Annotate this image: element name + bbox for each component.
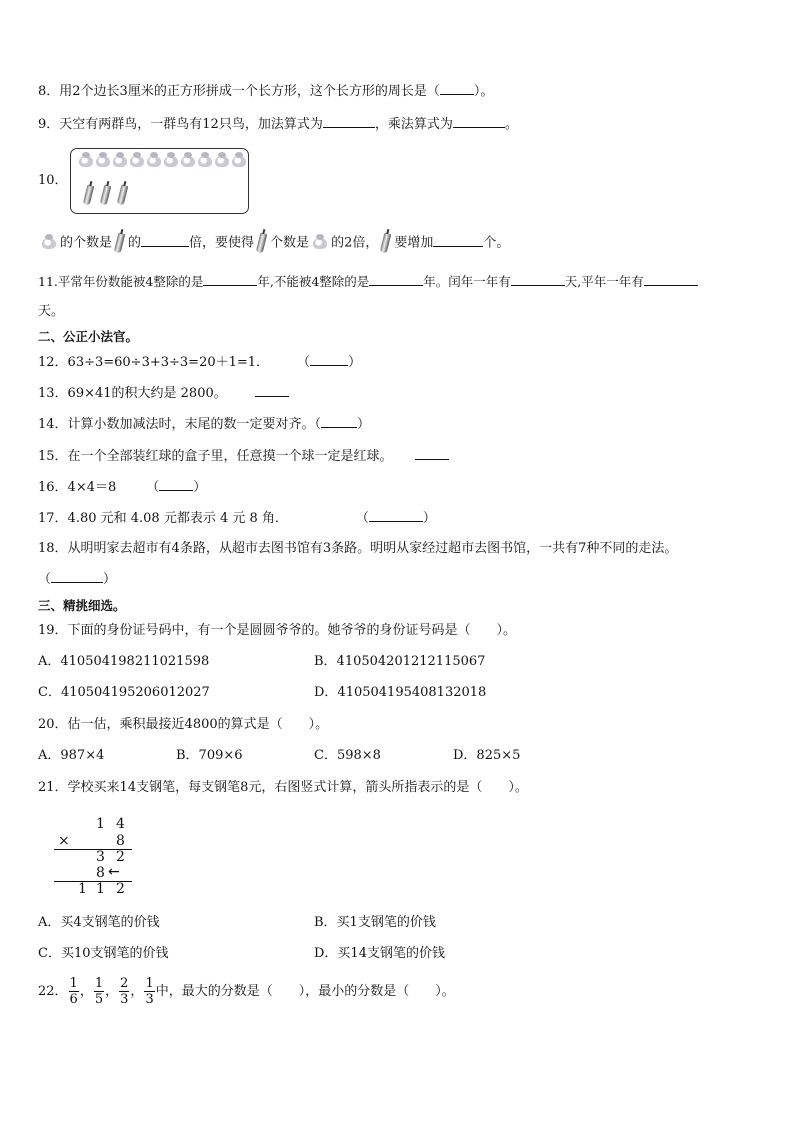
fraction-denominator: 6 [69,992,78,1007]
fraction [119,976,129,1007]
fraction [94,976,104,1007]
answer-blank[interactable] [310,353,348,366]
digit: 3 [96,849,105,865]
question-19: 19．下面的身份证号码中，有一个是圆圆爷爷的。她爷爷的身份证号码是（ ）。 [38,623,517,638]
question-15: 15．在一个全部装红球的盒子里，任意摸一个球一定是红球。 [38,447,449,466]
bird-icon [232,156,246,167]
section-2-heading: 二、公正小法官。 [38,329,139,344]
bird-icon [130,156,144,167]
bird-icon [215,156,229,167]
fraction-list [68,976,156,1007]
option-19-b[interactable]: B．410504201212115067 [314,654,486,669]
question-20: 20．估一估，乘积最接近4800的算式是（ ）。 [38,717,329,732]
question-14: 14．计算小数加减法时，末尾的数一定要对齐。（ ） [38,417,371,432]
bird-icon [79,156,93,167]
fraction-separator: ， [130,984,144,999]
question-18-answer: （ ） [38,572,117,587]
arrow-icon: ← [108,864,120,880]
pepper-icon [83,184,95,205]
question-17: 17．4.80 元和 4.08 元都表示 4 元 8 角． （ ） [38,511,436,526]
digit: 1 [78,881,87,897]
fraction-separator: ， [105,984,119,999]
digit: 2 [116,849,125,865]
bird-icon [96,156,110,167]
answer-blank[interactable] [321,415,357,428]
bird-icon [147,156,161,167]
bird-icon [313,238,327,249]
fraction [69,976,79,1007]
fraction-numerator: 2 [120,976,129,991]
option-21-b[interactable]: B．买1支钢笔的价钱 [314,915,436,930]
fraction [144,976,154,1007]
question-13: 13．69×41的积大约是 2800。 [38,384,289,403]
fraction-numerator: 1 [69,976,78,991]
question-11-end: 天。 [38,304,65,319]
question-21: 21．学校买来14支钢笔，每支钢笔8元，右图竖式计算，箭头所指表示的是（ ）。 [38,780,528,795]
option-19-c[interactable]: C．410504195206012027 [38,685,210,700]
answer-blank[interactable] [440,82,474,95]
option-20-c[interactable]: C．598×8 [314,748,381,763]
section-3-heading: 三、精挑细选。 [38,598,126,613]
pepper-icon [114,232,126,253]
answer-blank[interactable] [511,273,565,286]
answer-blank[interactable] [433,234,483,247]
digit: 1 [96,881,105,897]
question-22: 22． $\frac{1}{6}$ ， $\frac{1}{5}$ ， $\frac{2}{3}$ ， $\frac{1}{3}$ 中，最大的分数是（ ），最小的分数是（ ）。 [38,976,455,1007]
option-21-d[interactable]: D．买14支钢笔的价钱 [314,946,445,961]
bird-icon [42,238,56,249]
answer-blank[interactable] [203,273,257,286]
answer-blank[interactable] [141,234,189,247]
bird-pepper-picture [70,148,249,214]
answer-blank[interactable] [323,115,375,128]
digit: 1 [96,816,105,832]
option-20-d[interactable]: D．825×5 [453,748,521,763]
answer-blank[interactable] [369,509,423,522]
answer-blank[interactable] [51,570,103,583]
digit: 8 [96,865,105,881]
vertical-calculation [50,812,140,896]
digit: 8 [116,833,125,849]
question-9: 9．天空有两群鸟，一群鸟有12只鸟，加法算式为 ，乘法算式为 。 [38,117,518,132]
pepper-icon [256,232,268,253]
pepper-icon [380,232,392,253]
bird-icon [181,156,195,167]
answer-blank[interactable] [644,273,698,286]
answer-blank[interactable] [369,273,423,286]
answer-blank[interactable] [159,478,193,491]
question-11: 11.平常年份数能被4整除的是 年,不能被4整除的是 年。闰年一年有 天,平年一年有 [38,273,698,291]
bird-icon [198,156,212,167]
fraction-denominator: 3 [145,992,154,1007]
fraction-separator: ， [79,984,93,999]
option-20-a[interactable]: A．987×4 [38,748,105,763]
question-10-number: 10． [38,173,68,188]
bird-icon [113,156,127,167]
option-19-d[interactable]: D．410504195408132018 [314,685,487,700]
question-10-text: 的个数是 的 倍，要使得 个数是 的2倍， 要增加 个。 [38,232,509,254]
answer-blank[interactable] [415,447,449,460]
fraction-denominator: 5 [94,992,104,1007]
question-12: 12．63÷3=60÷3+3÷3=20＋1=1． （ ） [38,355,362,370]
answer-blank[interactable] [255,384,289,397]
answer-blank[interactable] [453,115,505,128]
question-16: 16．4×4＝8 （ ） [38,480,207,495]
option-20-b[interactable]: B．709×6 [176,748,243,763]
pepper-icon [100,184,112,205]
fraction-numerator: 1 [145,976,154,991]
question-18: 18．从明明家去超市有4条路，从超市去图书馆有3条路。明明从家经过超市去图书馆，一共有7种不同的走法。 [38,541,678,556]
option-21-c[interactable]: C．买10支钢笔的价钱 [38,946,169,961]
fraction-numerator: 1 [94,976,104,991]
times-sign: × [58,833,70,849]
digit: 4 [116,816,125,832]
fraction-denominator: 3 [120,992,129,1007]
pepper-icon [117,184,129,205]
digit: 2 [116,881,125,897]
question-8: 8．用2个边长3厘米的正方形拼成一个长方形，这个长方形的周长是（ ）。 [38,84,494,99]
option-19-a[interactable]: A．410504198211021598 [38,654,210,669]
option-21-a[interactable]: A．买4支钢笔的价钱 [38,915,160,930]
bird-icon [164,156,178,167]
